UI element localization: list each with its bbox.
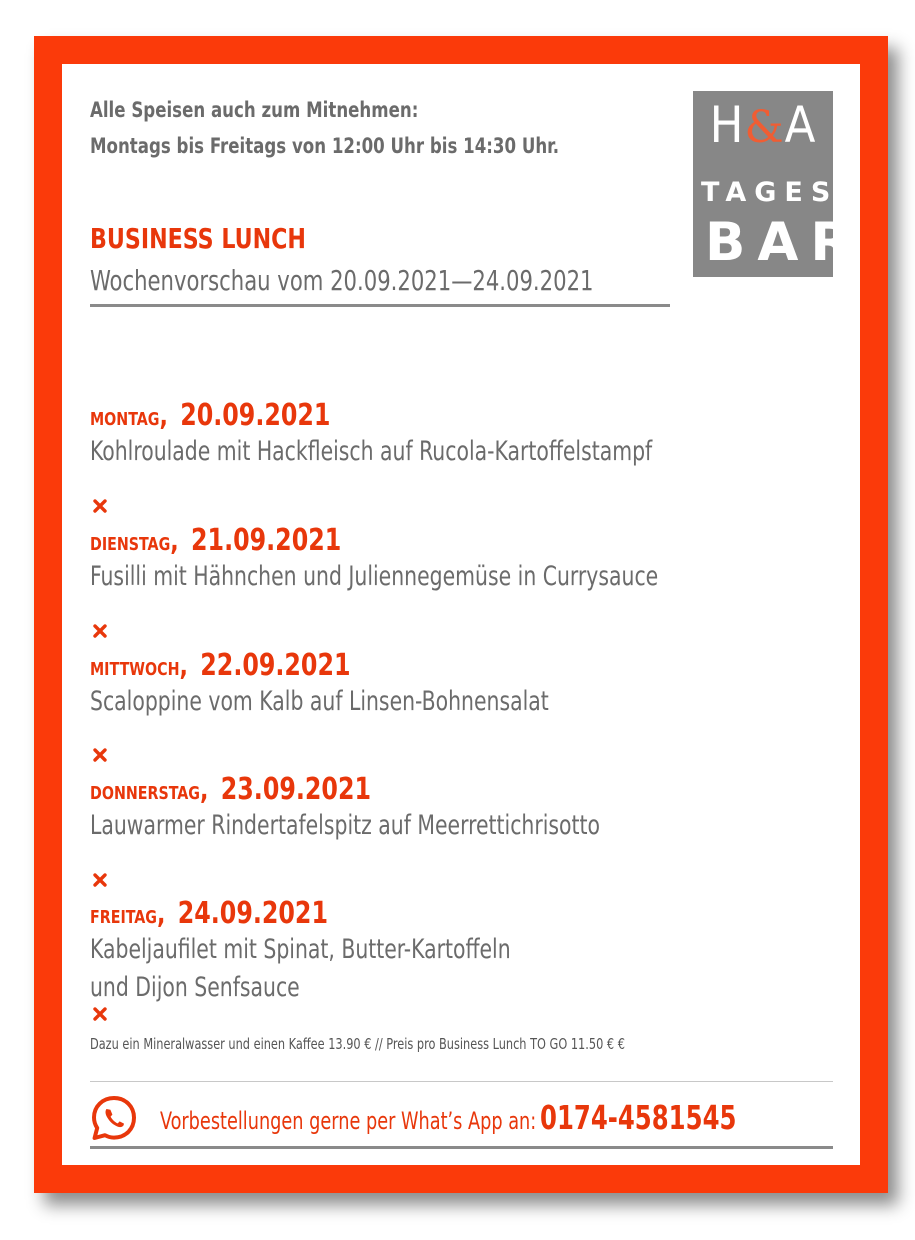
dish-description-line-2: und Dijon Senfsauce <box>90 972 300 1003</box>
title-divider <box>90 304 670 307</box>
dish-description: Kohlroulade mit Hackfleisch auf Rucola-Kartoffelstampf <box>90 436 653 467</box>
day-date: 24.09.2021 <box>177 896 328 931</box>
day-friday <box>90 896 591 1007</box>
bottom-divider <box>90 1146 833 1149</box>
day-name: MITTWOCH <box>90 659 180 680</box>
day-heading: MITTWOCH, 22.09.2021 <box>90 648 351 683</box>
whatsapp-icon[interactable] <box>90 1094 138 1142</box>
x-mark-icon <box>92 498 108 514</box>
day-heading: DIENSTAG, 21.09.2021 <box>90 523 342 558</box>
x-mark-icon <box>92 747 108 763</box>
takeaway-line-1: Alle Speisen auch zum Mitnehmen: <box>90 98 419 122</box>
x-mark-icon <box>92 872 108 888</box>
logo-tages: TAGES <box>701 177 839 208</box>
day-date: 21.09.2021 <box>191 523 342 558</box>
price-note: Dazu ein Mineralwasser und einen Kaffee 13.90 € // Preis pro Business Lunch TO GO 11.50 € € <box>90 1035 625 1053</box>
day-name: FREITAG <box>90 907 157 928</box>
day-heading: MONTAG, 20.09.2021 <box>90 398 331 433</box>
page-title: BUSINESS LUNCH <box>90 222 306 255</box>
day-date: 20.09.2021 <box>180 398 331 433</box>
day-wednesday <box>90 648 636 721</box>
logo-ha: H&A <box>709 96 817 154</box>
preorder-info <box>160 1098 736 1137</box>
day-name: MONTAG <box>90 409 160 430</box>
logo-bar: BAR <box>705 212 864 273</box>
x-mark-icon <box>92 1006 108 1022</box>
day-thursday <box>90 772 697 845</box>
dish-description: Kabeljaufilet mit Spinat, Butter-Kartoffeln <box>90 934 511 965</box>
menu-card <box>62 64 864 1165</box>
dish-description: Scaloppine vom Kalb auf Linsen-Bohnensalat <box>90 686 549 717</box>
preorder-text: Vorbestellungen gerne per What’s App an: <box>160 1107 537 1135</box>
day-monday <box>90 398 759 471</box>
ha-tagesbar-logo <box>693 91 864 277</box>
day-name: DIENSTAG <box>90 534 171 555</box>
day-date: 22.09.2021 <box>200 648 351 683</box>
day-name: DONNERSTAG <box>90 783 200 804</box>
day-heading: FREITAG, 24.09.2021 <box>90 896 328 931</box>
day-heading: DONNERSTAG, 23.09.2021 <box>90 772 372 807</box>
takeaway-line-2: Montags bis Freitags von 12:00 Uhr bis 14:30 Uhr. <box>90 134 560 158</box>
menu-frame <box>34 36 888 1193</box>
week-preview: Wochenvorschau vom 20.09.2021—24.09.2021 <box>90 264 594 297</box>
dish-description: Fusilli mit Hähnchen und Juliennegemüse in Currysauce <box>90 561 659 592</box>
dish-description: Lauwarmer Rindertafelspitz auf Meerrettichrisotto <box>90 810 600 841</box>
takeaway-info <box>90 92 559 164</box>
day-date: 23.09.2021 <box>220 772 372 807</box>
day-tuesday <box>90 523 766 596</box>
phone-number[interactable]: 0174-4581545 <box>540 1098 737 1137</box>
x-mark-icon <box>92 623 108 639</box>
footer-divider <box>90 1081 833 1082</box>
